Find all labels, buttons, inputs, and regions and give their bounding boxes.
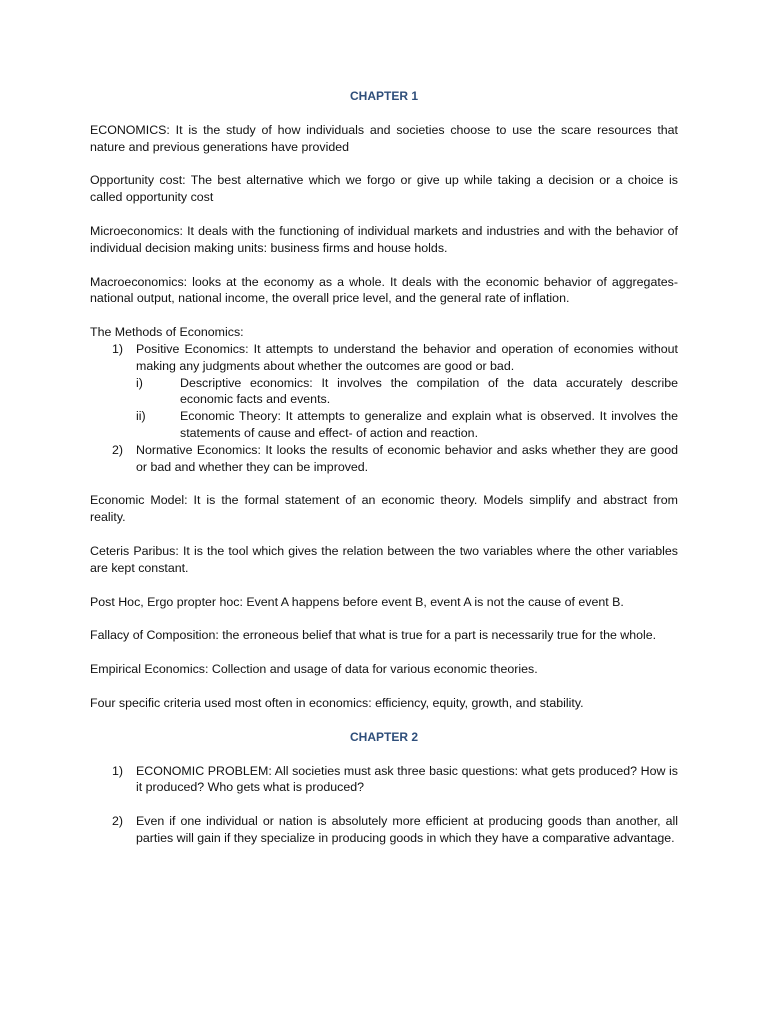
list-item-text: Even if one individual or nation is absolutely more efficient at producing goods than another, all parties will gain if they specialize in producing goods in which they have a comparative advantage. xyxy=(136,814,678,845)
empirical-definition: Empirical Economics: Collection and usage of data for various economic theories. xyxy=(90,662,538,677)
opportunity-cost-definition: Opportunity cost: The best alternative which we forgo or give up while taking a decision or a choice is called opportunity cost xyxy=(90,173,678,205)
methods-heading: The Methods of Economics: xyxy=(90,325,244,340)
chapter-1-title: CHAPTER 1 xyxy=(349,89,418,103)
economics-definition: ECONOMICS: It is the study of how individuals and societies choose to use the scare resources that nature and previous generations have provided xyxy=(90,122,678,154)
sub-list-number: i) xyxy=(136,375,143,390)
list-number: 2) xyxy=(112,442,124,457)
list-number: 1) xyxy=(112,341,124,356)
list-item-text: Positive Economics: It attempts to understand the behavior and operation of economies without making any judgments about whether the outcomes are good or bad. xyxy=(136,341,678,373)
list-item-text: ECONOMIC PROBLEM: All societies must ask three basic questions: what gets produced? How is it produced? Who gets what is produced? xyxy=(136,763,678,795)
sub-list-number: ii) xyxy=(136,409,146,424)
fallacy-definition: Fallacy of Composition: the erroneous belief that what is true for a part is necessarily true for the whole. xyxy=(90,628,657,643)
list-number: 2) xyxy=(112,814,124,829)
chapter-2-title: CHAPTER 2 xyxy=(349,729,418,744)
list-item xyxy=(90,813,678,847)
methods-list xyxy=(90,341,678,475)
list-item xyxy=(90,442,678,476)
sub-list-item-text: Economic Theory: It attempts to generalize and explain what is observed. It involves the statements of cause and effect- of action and reaction. xyxy=(180,409,678,440)
criteria-statement: Four specific criteria used most often in economics: efficiency, equity, growth, and stability. xyxy=(90,695,584,710)
economic-model-definition: Economic Model: It is the formal statement of an economic theory. Models simplify and abstract from reality. xyxy=(90,493,678,525)
list-item xyxy=(90,341,678,375)
list-item xyxy=(90,763,678,797)
list-number: 1) xyxy=(112,763,124,778)
sub-list-item-text: Descriptive economics: It involves the compilation of the data accurately describe economic facts and events. xyxy=(180,375,678,407)
list-item-text: Normative Economics: It looks the results of economic behavior and asks whether they are good or bad and whether they can be improved. xyxy=(136,442,678,474)
macroeconomics-definition: Macroeconomics: looks at the economy as a whole. It deals with the economic behavior of aggregates-national output, national income, the overall price level, and the general rate of inflation. xyxy=(90,274,678,306)
document-page xyxy=(90,88,678,847)
chapter-2-list xyxy=(90,763,678,847)
ceteris-paribus-definition: Ceteris Paribus: It is the tool which gives the relation between the two variables where the other variables are kept constant. xyxy=(90,543,678,575)
post-hoc-definition: Post Hoc, Ergo propter hoc: Event A happens before event B, event A is not the cause of event B. xyxy=(90,594,624,609)
sub-list-item xyxy=(90,375,678,409)
microeconomics-definition: Microeconomics: It deals with the functioning of individual markets and industries and with the behavior of individual decision making units: business firms and house holds. xyxy=(90,223,678,255)
sub-list-item xyxy=(90,408,678,442)
